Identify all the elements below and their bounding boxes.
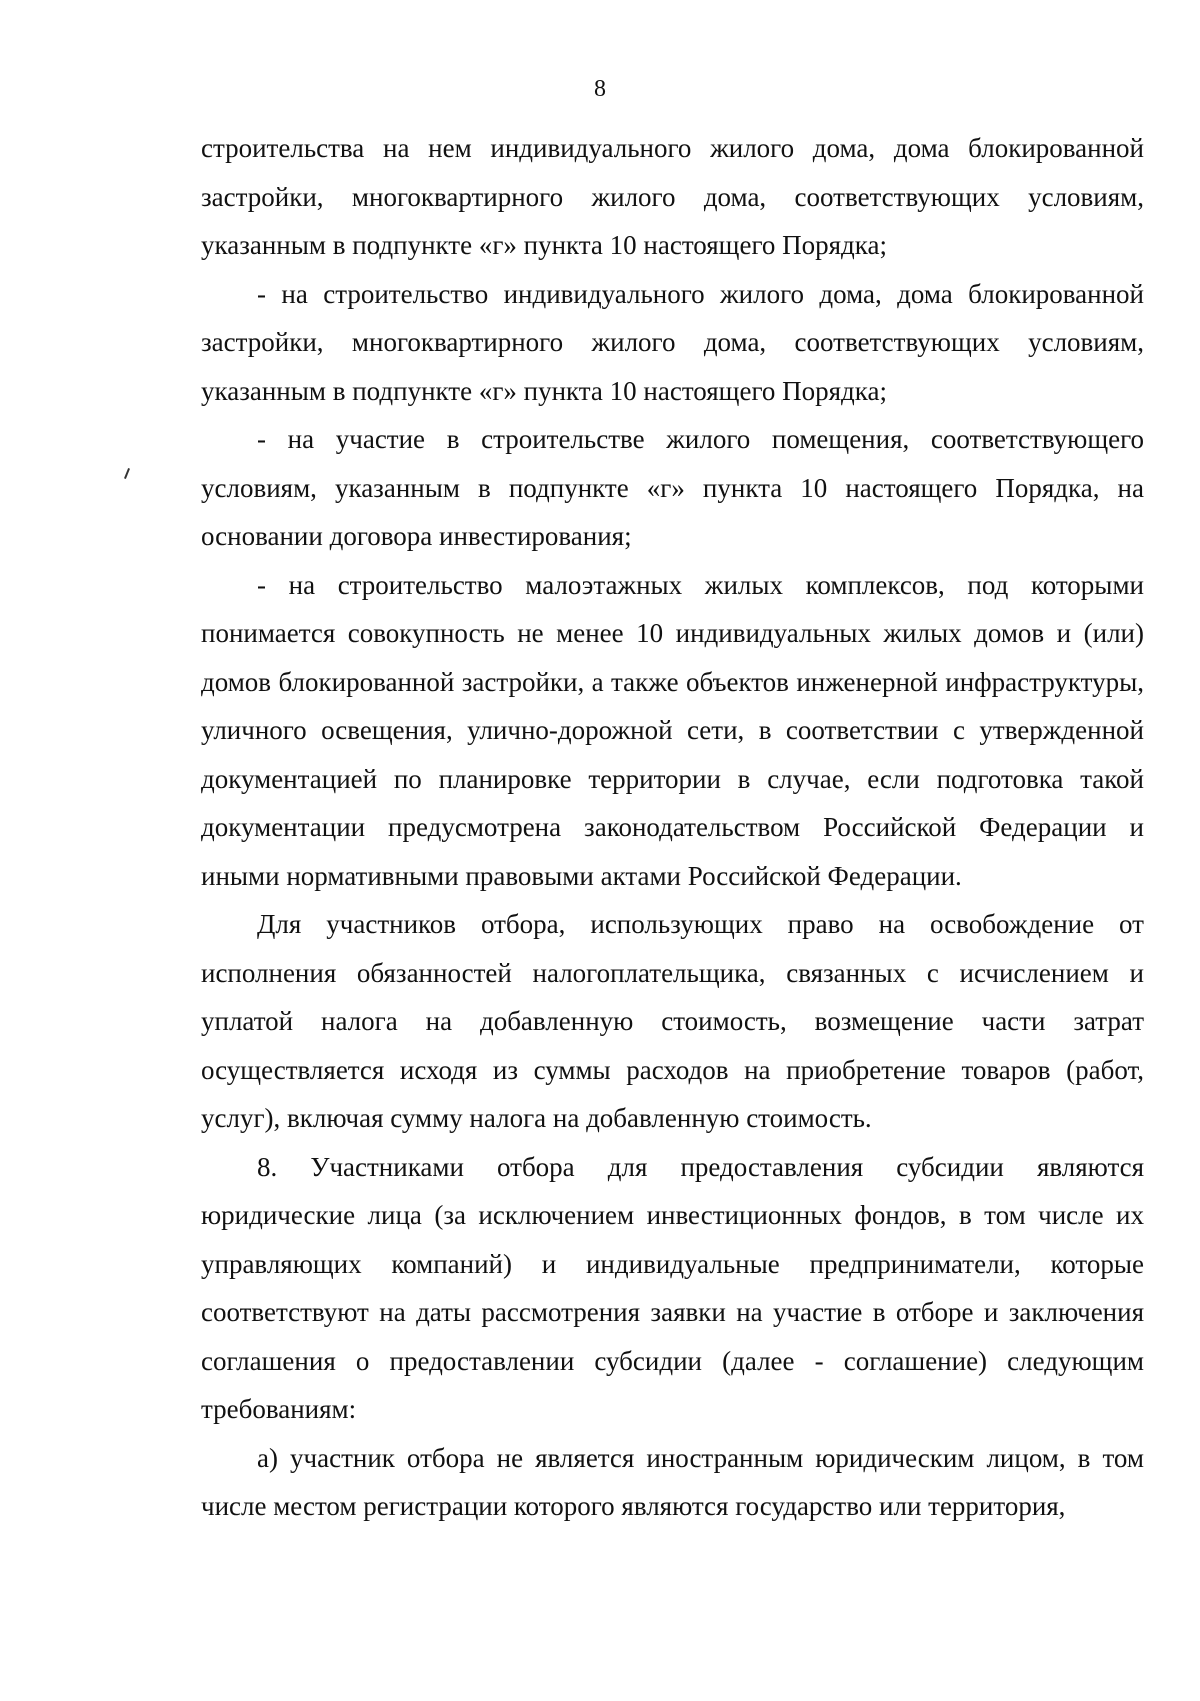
document-body: [201, 124, 1144, 1531]
paragraph-subclause-a: а) участник отбора не является иностранным юридическим лицом, в том числе местом регистрации которого являются государство или территория,: [201, 1442, 1144, 1521]
paragraph-item-low-rise-complexes: - на строительство малоэтажных жилых комплексов, под которыми понимается совокупность не менее 10 индивидуальных жилых домов и (или) домов блокированной застройки, а также объектов инженерной инфраструктуры, уличного освещения, улично-дорожной сети, в соответствии с утвержденной документацией по планировке территории в случае, если подготовка такой документации предусмотрена законодательством Российской Федерации и иными нормативными правовыми актами Российской Федерации.: [201, 569, 1144, 891]
paragraph-item-participation: - на участие в строительстве жилого помещения, соответствующего условиям, указанным в подпункте «г» пункта 10 настоящего Порядка, на основании договора инвестирования;: [201, 424, 1144, 551]
paragraph-continuation: строительства на нем индивидуального жилого дома, дома блокированной застройки, многоквартирного жилого дома, соответствующих условиям, указанным в подпункте «г» пункта 10 настоящего Порядка;: [201, 133, 1144, 260]
scan-mark: [124, 468, 130, 479]
paragraph-item-construction: - на строительство индивидуального жилого дома, дома блокированной застройки, многоквартирного жилого дома, соответствующих условиям, указанным в подпункте «г» пункта 10 настоящего Порядка;: [201, 278, 1144, 406]
paragraph-vat-exemption: Для участников отбора, использующих право на освобождение от исполнения обязанностей налогоплательщика, связанных с исчислением и уплатой налога на добавленную стоимость, возмещение части затрат осуществляется исходя из суммы расходов на приобретение товаров (работ, услуг), включая сумму налога на добавленную стоимость.: [201, 909, 1144, 1133]
paragraph-clause-8: 8. Участниками отбора для предоставления субсидии являются юридические лица (за исключением инвестиционных фондов, в том числе их управляющих компаний) и индивидуальные предприниматели, которые соответствуют на даты рассмотрения заявки на участие в отборе и заключения соглашения о предоставлении субсидии (далее - соглашение) следующим требованиям:: [201, 1151, 1144, 1424]
page-number: 8: [594, 76, 606, 102]
